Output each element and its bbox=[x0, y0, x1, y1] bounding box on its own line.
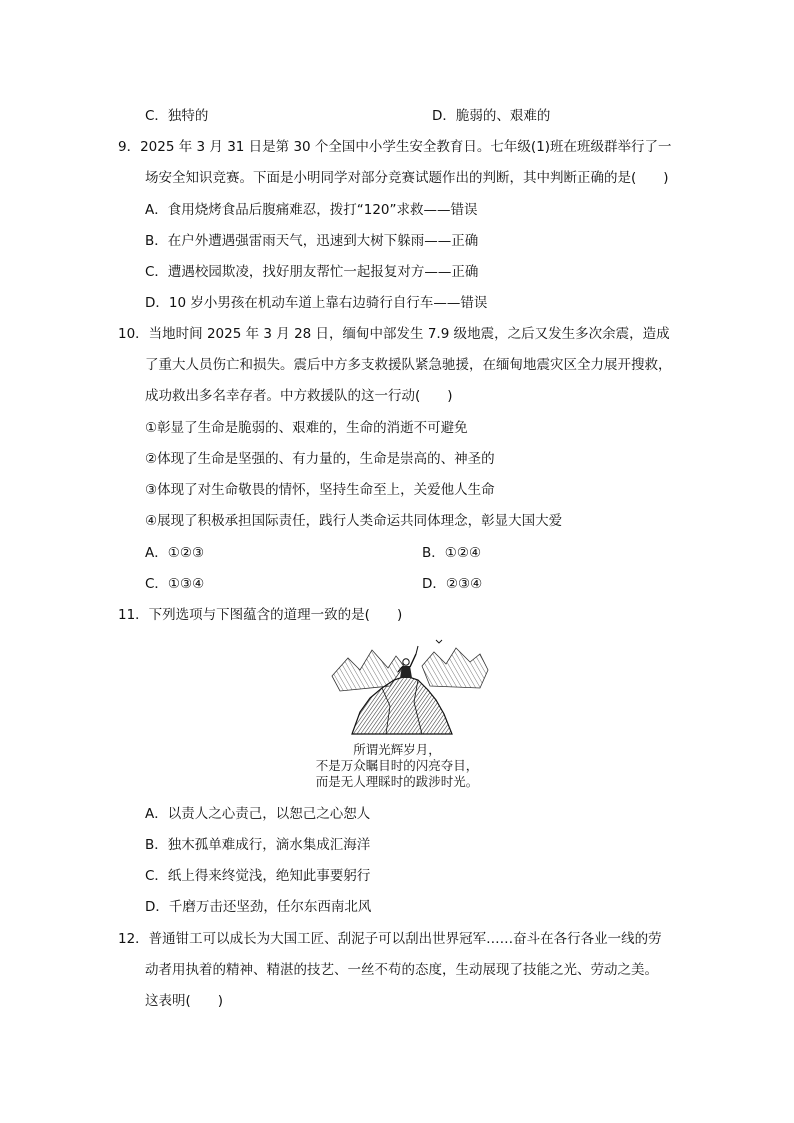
q9-stem-line2: 场安全知识竞赛。下面是小明同学对部分竞赛试题作出的判断，其中判断正确的是( ) bbox=[145, 170, 669, 186]
q12-stem-line2: 动者用执着的精神、精湛的技艺、一丝不苟的态度，生动展现了技能之光、劳动之美。 bbox=[145, 962, 658, 978]
q9-option-d: D．10 岁小男孩在机动车道上靠右边骑行自行车——错误 bbox=[145, 295, 488, 311]
q8-option-d: D．脆弱的、艰难的 bbox=[432, 108, 551, 124]
q10-option-c: C．①③④ bbox=[145, 576, 205, 592]
q10-stem-line2: 了重大人员伤亡和损失。震后中方多支救援队紧急驰援，在缅甸地震灾区全力展开搜救， bbox=[145, 357, 672, 373]
q9-option-c: C．遭遇校园欺凌，找好朋友帮忙一起报复对方——正确 bbox=[145, 264, 479, 280]
q9-option-a: A．食用烧烤食品后腹痛难忍，拨打“120”求救——错误 bbox=[145, 202, 478, 218]
mountain-climber-illustration bbox=[330, 636, 490, 736]
q9-stem-line1: 9．2025 年 3 月 31 日是第 30 个全国中小学生安全教育日。七年级(1)班在班级群举行了一 bbox=[118, 139, 672, 155]
q10-option-b: B．①②④ bbox=[422, 545, 482, 561]
q10-stem-line1: 10．当地时间 2025 年 3 月 28 日，缅甸中部发生 7.9 级地震，之后又发生多次余震，造成 bbox=[118, 326, 670, 342]
q10-statement-2: ②体现了生命是坚强的、有力量的，生命是崇高的、神圣的 bbox=[145, 451, 495, 467]
q12-stem-line1: 12．普通钳工可以成长为大国工匠、刮泥子可以刮出世界冠军……奋斗在各行各业一线的劳 bbox=[118, 931, 662, 947]
illustration-caption-line2: 不是万众瞩目时的闪亮夺目， bbox=[315, 758, 479, 773]
illustration-caption-line3: 而是无人理睬时的跋涉时光。 bbox=[315, 774, 479, 789]
q11-option-b: B．独木孤单难成行，滴水集成汇海洋 bbox=[145, 837, 371, 853]
q10-statement-1: ①彰显了生命是脆弱的、艰难的，生命的消逝不可避免 bbox=[145, 420, 468, 436]
q9-option-b: B．在户外遭遇强雷雨天气，迅速到大树下躲雨——正确 bbox=[145, 233, 479, 249]
q10-statement-3: ③体现了对生命敬畏的情怀，坚持生命至上，关爱他人生命 bbox=[145, 482, 495, 498]
q11-option-a: A．以责人之心责己，以恕己之心恕人 bbox=[145, 806, 371, 822]
illustration-caption-line1: 所谓光辉岁月， bbox=[353, 742, 441, 757]
q8-option-c: C．独特的 bbox=[145, 108, 209, 124]
q10-option-a: A．①②③ bbox=[145, 545, 205, 561]
q12-stem-line3: 这表明( ) bbox=[145, 993, 224, 1009]
q10-stem-line3: 成功救出多名幸存者。中方救援队的这一行动( ) bbox=[145, 388, 453, 404]
q11-stem: 11．下列选项与下图蕴含的道理一致的是( ) bbox=[118, 607, 403, 623]
q11-option-c: C．纸上得来终觉浅，绝知此事要躬行 bbox=[145, 868, 371, 884]
q10-statement-4: ④展现了积极承担国际责任，践行人类命运共同体理念，彰显大国大爱 bbox=[145, 513, 563, 529]
q10-option-d: D．②③④ bbox=[422, 576, 483, 592]
q11-option-d: D．千磨万击还坚劲，任尔东西南北风 bbox=[145, 899, 372, 915]
